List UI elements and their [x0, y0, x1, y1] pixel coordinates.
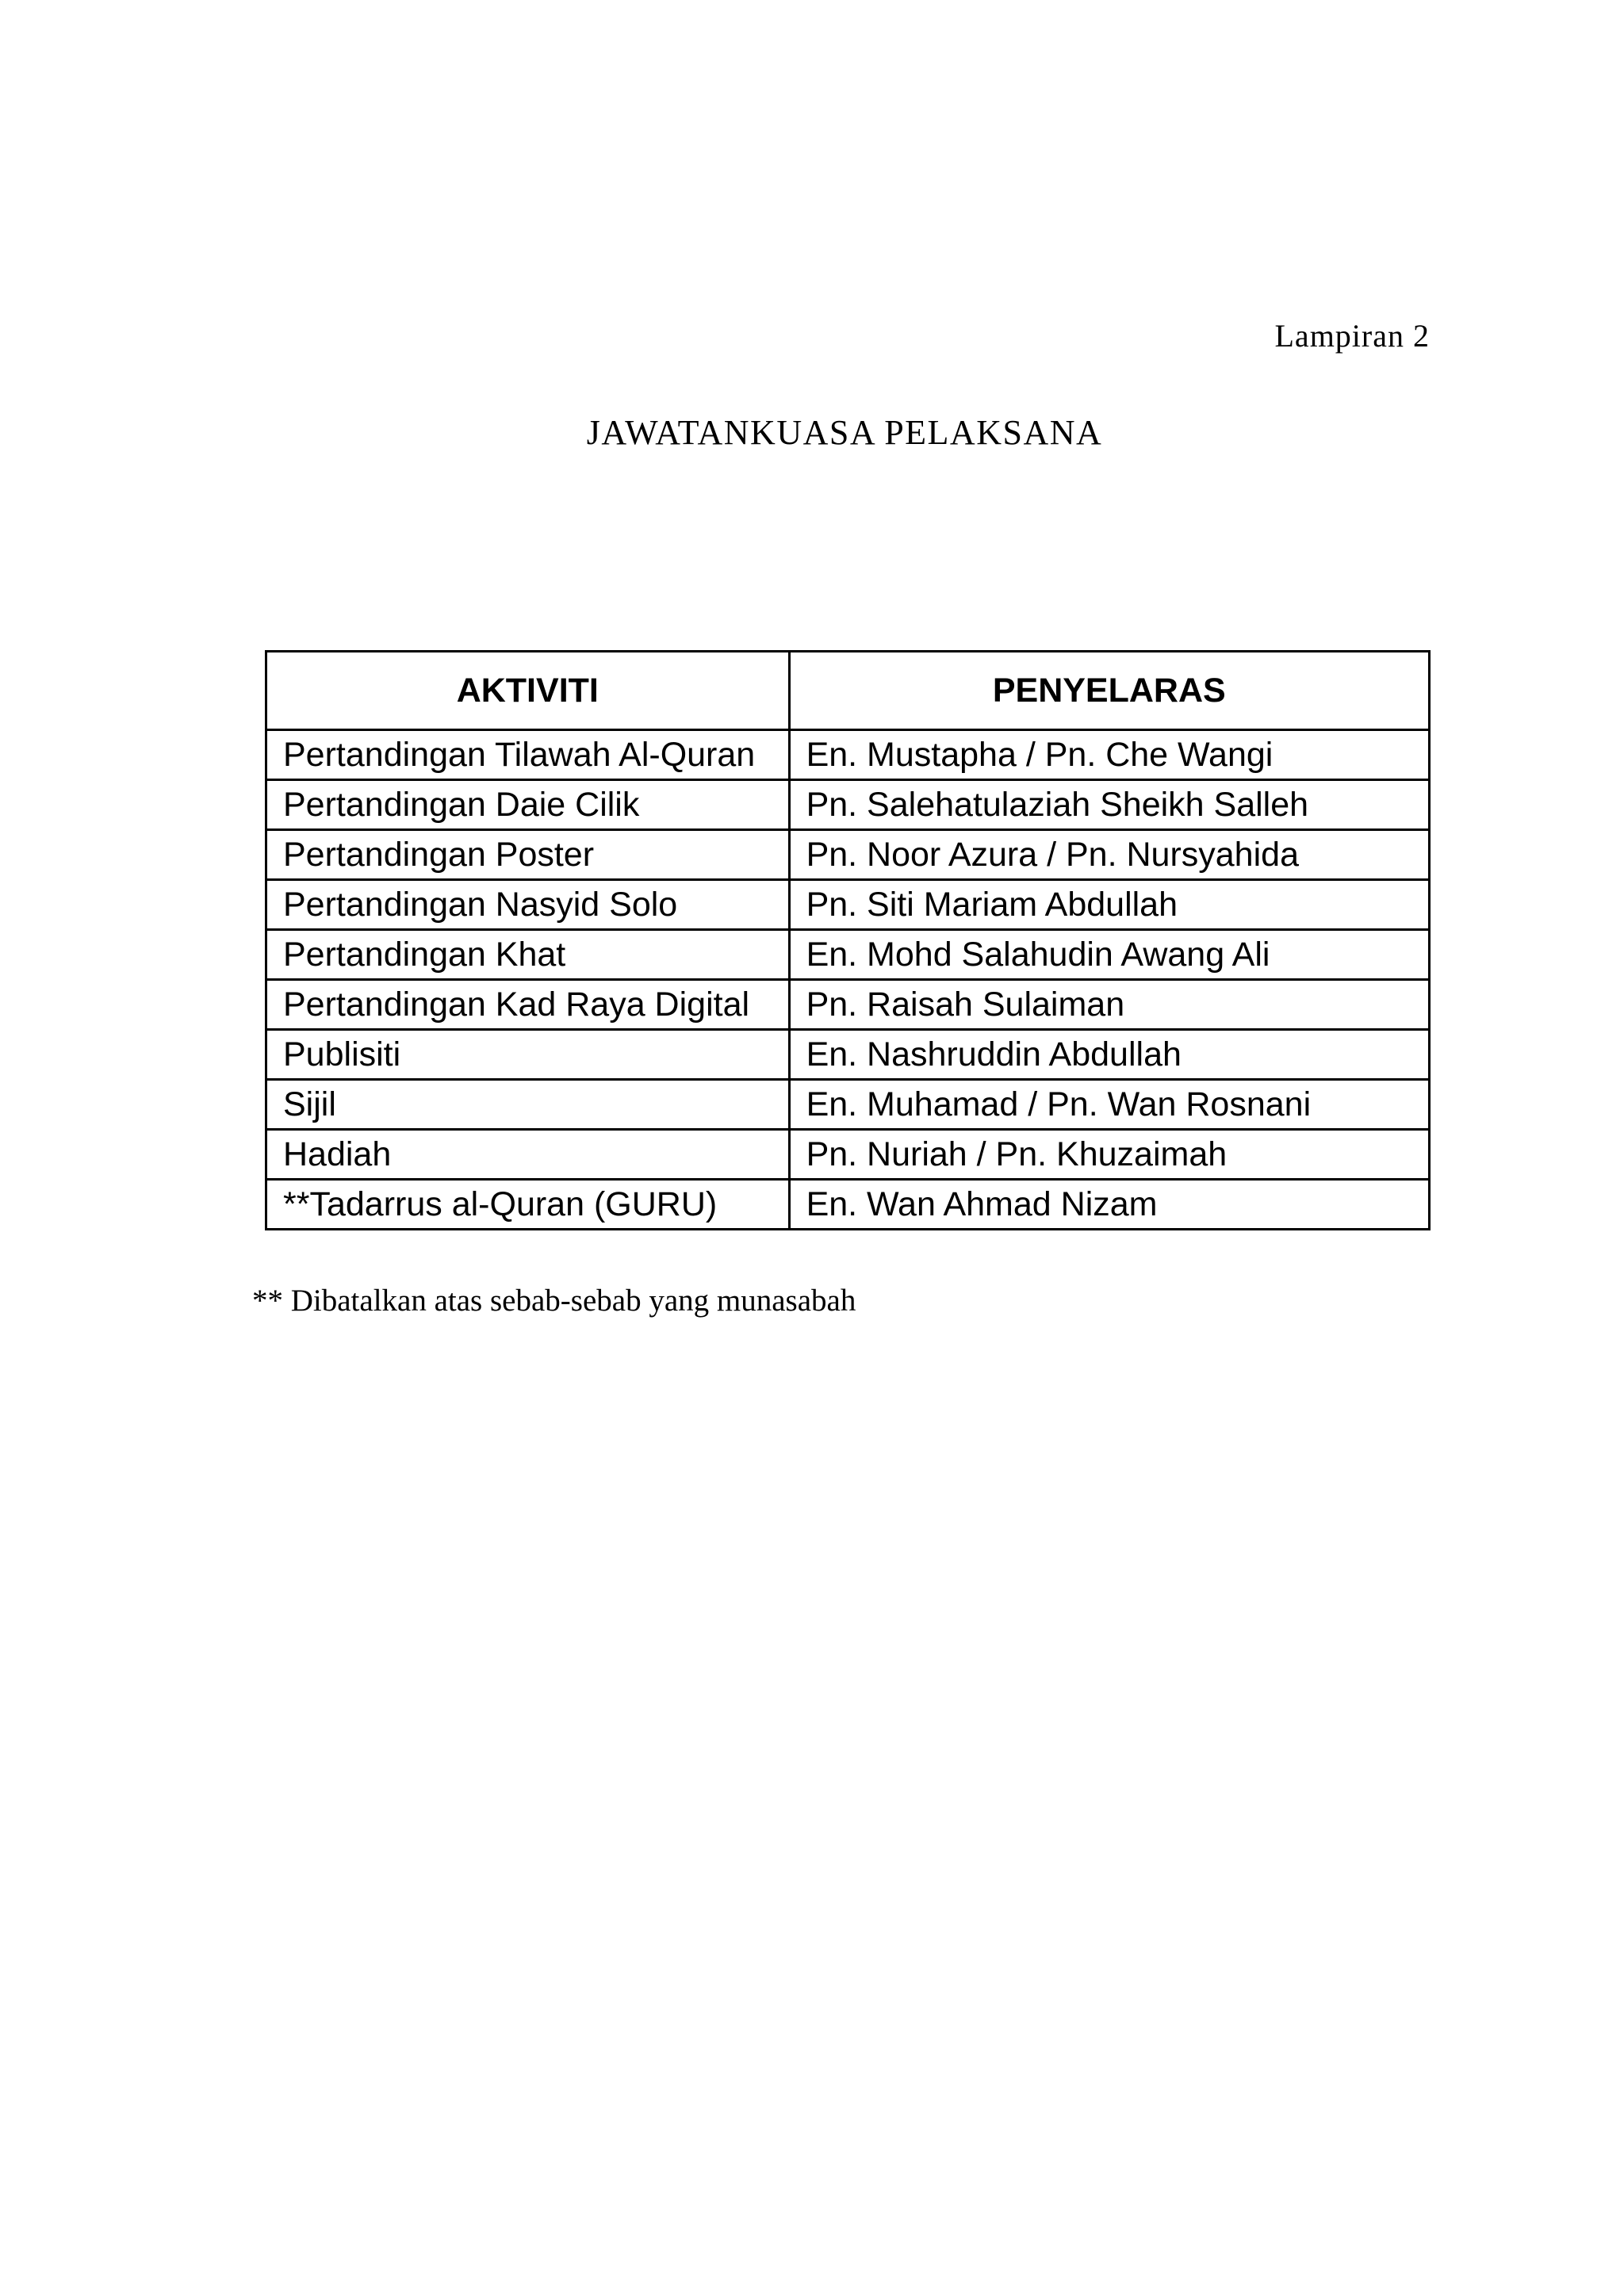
table-row	[266, 1080, 1430, 1130]
aktiviti-cell: Pertandingan Tilawah Al-Quran	[266, 730, 790, 780]
penyelaras-cell: Pn. Salehatulaziah Sheikh Salleh	[789, 780, 1429, 830]
table-row	[266, 1180, 1430, 1230]
aktiviti-cell: Publisiti	[266, 1030, 790, 1080]
table-row	[266, 1030, 1430, 1080]
table-row	[266, 730, 1430, 780]
table-row	[266, 930, 1430, 980]
penyelaras-cell: En. Muhamad / Pn. Wan Rosnani	[789, 1080, 1429, 1130]
lampiran-label: Lampiran 2	[1274, 318, 1430, 354]
penyelaras-cell: En. Nashruddin Abdullah	[789, 1030, 1429, 1080]
column-header-aktiviti: AKTIVITI	[266, 652, 790, 730]
table-row	[266, 1130, 1430, 1180]
table-row	[266, 980, 1430, 1030]
aktiviti-cell: **Tadarrus al-Quran (GURU)	[266, 1180, 790, 1230]
footnote: ** Dibatalkan atas sebab-sebab yang munasabah	[252, 1284, 856, 1318]
penyelaras-cell: En. Mustapha / Pn. Che Wangi	[789, 730, 1429, 780]
table-row	[266, 780, 1430, 830]
penyelaras-cell: En. Wan Ahmad Nizam	[789, 1180, 1429, 1230]
penyelaras-cell: Pn. Nuriah / Pn. Khuzaimah	[789, 1130, 1429, 1180]
penyelaras-cell: Pn. Siti Mariam Abdullah	[789, 880, 1429, 930]
table-header-row	[266, 652, 1430, 730]
page-title: JAWATANKUASA PELAKSANA	[586, 413, 1103, 452]
aktiviti-cell: Pertandingan Khat	[266, 930, 790, 980]
penyelaras-cell: Pn. Raisah Sulaiman	[789, 980, 1429, 1030]
penyelaras-cell: En. Mohd Salahudin Awang Ali	[789, 930, 1429, 980]
penyelaras-cell: Pn. Noor Azura / Pn. Nursyahida	[789, 830, 1429, 880]
table-row	[266, 880, 1430, 930]
aktiviti-cell: Hadiah	[266, 1130, 790, 1180]
aktiviti-cell: Pertandingan Nasyid Solo	[266, 880, 790, 930]
aktiviti-cell: Pertandingan Kad Raya Digital	[266, 980, 790, 1030]
aktiviti-cell: Pertandingan Daie Cilik	[266, 780, 790, 830]
aktiviti-cell: Sijil	[266, 1080, 790, 1130]
column-header-penyelaras: PENYELARAS	[789, 652, 1429, 730]
table-row	[266, 830, 1430, 880]
committee-table	[265, 650, 1431, 1230]
aktiviti-cell: Pertandingan Poster	[266, 830, 790, 880]
